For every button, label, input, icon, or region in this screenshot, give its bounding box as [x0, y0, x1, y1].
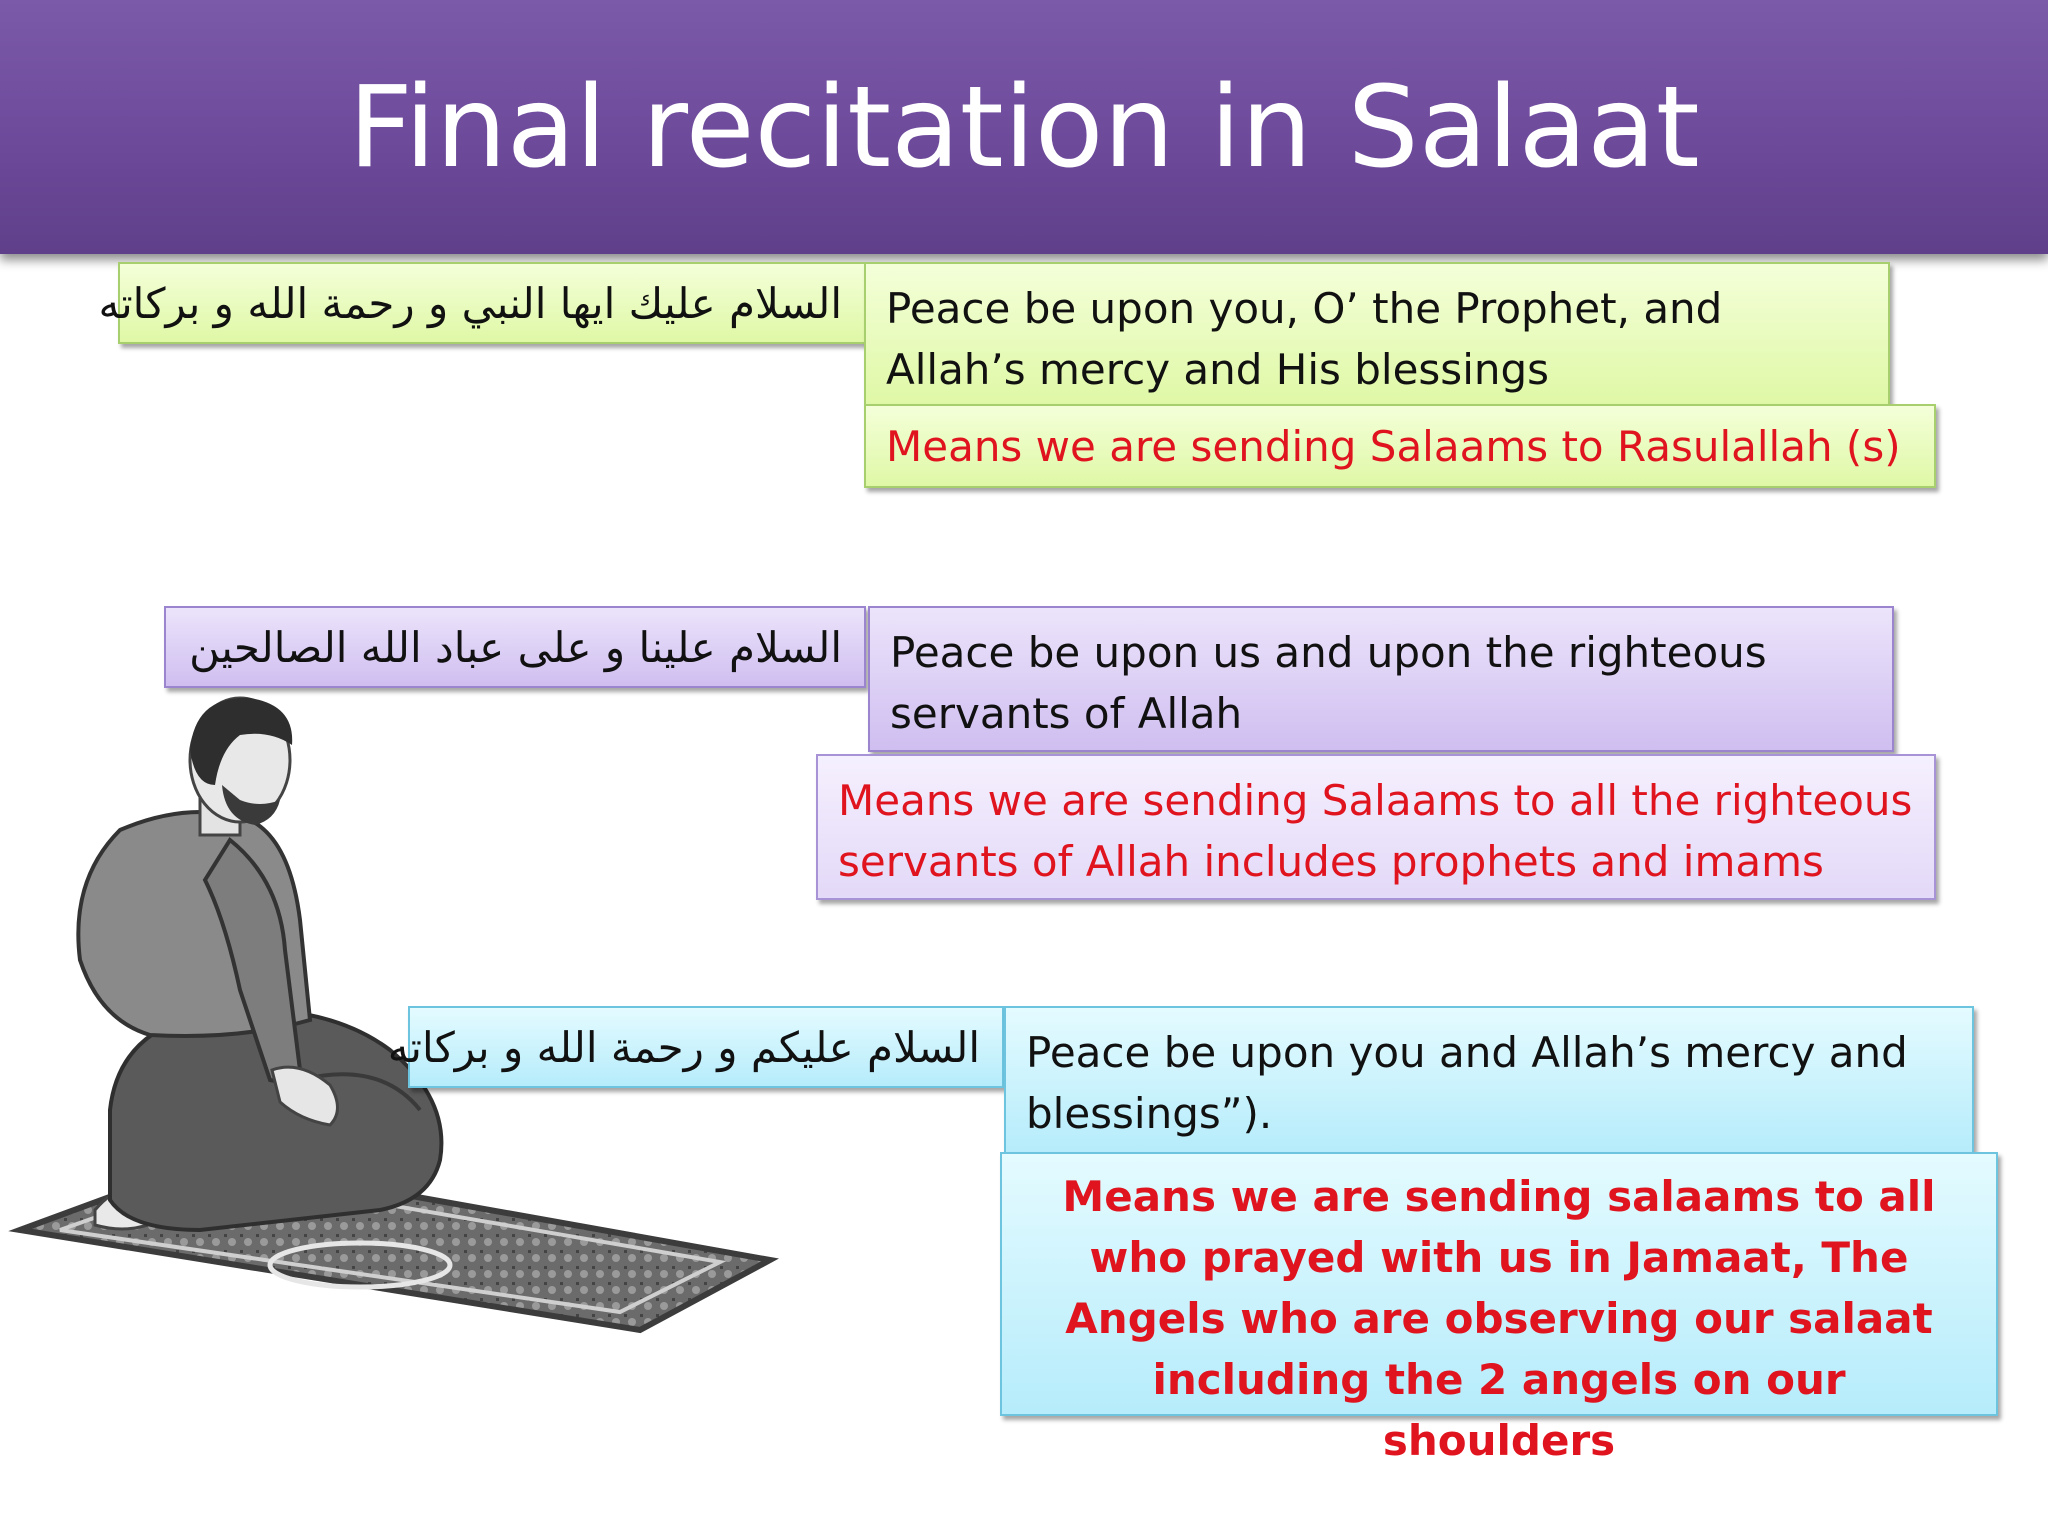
meaning-2: Means we are sending Salaams to all the righteous servants of Allah includes prophets and imams	[816, 754, 1936, 900]
translation-1: Peace be upon you, O’ the Prophet, and Allah’s mercy and His blessings	[864, 262, 1890, 406]
title-bar	[0, 0, 2048, 254]
arabic-phrase-2: السلام علينا و على عباد الله الصالحين	[164, 606, 866, 688]
meaning-1: Means we are sending Salaams to Rasulallah (s)	[864, 404, 1936, 488]
arabic-phrase-3: السلام عليكم و رحمة الله و بركاته	[408, 1006, 1004, 1088]
slide-title: Final recitation in Salaat	[348, 63, 1700, 193]
arabic-phrase-1: السلام عليك ايها النبي و رحمة الله و بركاته	[118, 262, 866, 344]
translation-2: Peace be upon us and upon the righteous servants of Allah	[868, 606, 1894, 752]
meaning-3: Means we are sending salaams to all who prayed with us in Jamaat, The Angels who are observing our salaat including the 2 angels on our shoulders	[1000, 1152, 1998, 1416]
translation-3: Peace be upon you and Allah’s mercy and blessings”).	[1004, 1006, 1974, 1154]
